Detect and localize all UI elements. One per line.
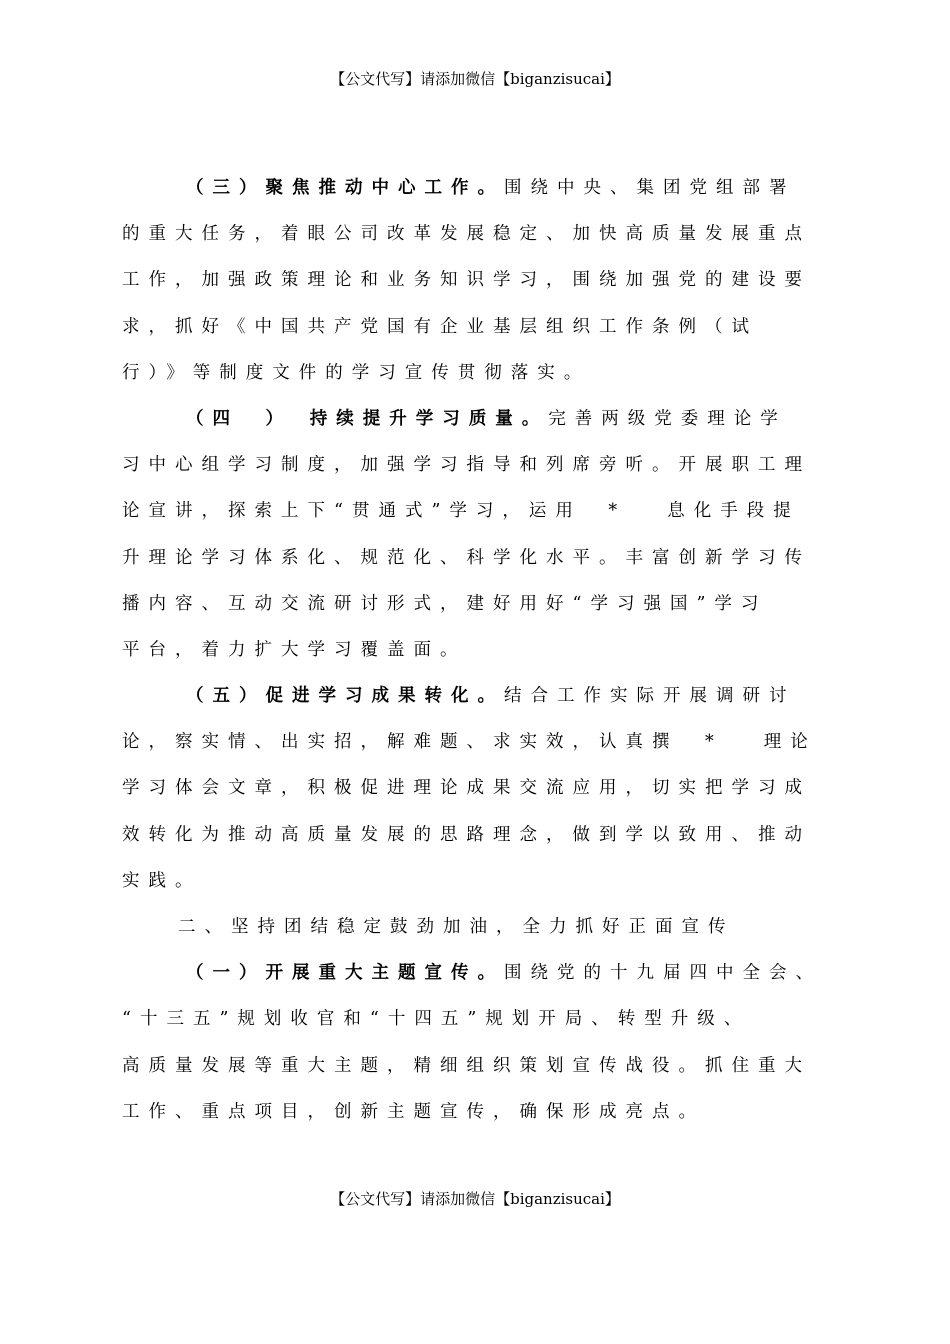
paragraph-line (122, 586, 822, 632)
line-text: 平台，着力扩大学习覆盖面。 (122, 639, 467, 660)
line-text: 实践。 (122, 870, 202, 891)
section-heading: （三）聚焦推动中心工作。 (186, 178, 504, 198)
line-text: 完善两级党委理论学 (548, 408, 787, 429)
line-text: 高质量发展等重大主题，精细组织策划宣传战役。抓住重大 (122, 1055, 811, 1076)
section-heading: （一）开展重大主题宣传。 (186, 963, 504, 984)
line-text: 论，察实情、出实招，解难题、求实效，认真撰 * 理论 (122, 732, 817, 753)
paragraph-line (122, 724, 822, 770)
paragraph-line (122, 401, 822, 447)
line-text: 围绕党的十九届四中全会、 (504, 963, 822, 984)
line-text: 行）》等制度文件的学习宣传贯彻落实。 (122, 362, 591, 383)
line-text: 工作，加强政策理论和业务知识学习，围绕加强党的建设要 (122, 270, 811, 291)
paragraph-line (122, 817, 822, 863)
paragraph-line (122, 770, 822, 816)
line-text: “十三五”规划收官和“十四五”规划开局、转型升级、 (122, 1009, 751, 1030)
paragraph-line (122, 540, 822, 586)
paragraph-line (122, 678, 822, 724)
paragraph-line (122, 262, 822, 308)
section-heading: （五）促进学习成果转化。 (186, 686, 504, 707)
paragraph-line (122, 447, 822, 493)
line-text: 升理论学习体系化、规范化、科学化水平。丰富创新学习传 (122, 547, 811, 568)
paragraph-line (122, 632, 822, 678)
chapter-heading (122, 909, 822, 955)
paragraph-line (122, 863, 822, 909)
paragraph-line (122, 355, 822, 401)
line-text: 围绕中央、集团党组部署 (504, 178, 796, 198)
line-text: 二、坚持团结稳定鼓劲加油，全力抓好正面宣传 (178, 917, 735, 937)
line-text: 工作、重点项目，创新主题宣传，确保形成亮点。 (122, 1101, 705, 1122)
line-text: 的重大任务，着眼公司改革发展稳定、加快高质量发展重点 (122, 224, 811, 245)
line-text: 结合工作实际开展调研讨 (504, 686, 796, 707)
paragraph-line (122, 309, 822, 355)
paragraph-line (122, 1048, 822, 1094)
line-text: 求，抓好《中国共产党国有企业基层组织工作条例（试 (122, 316, 758, 337)
paragraph-line (122, 1001, 822, 1047)
paragraph-line (122, 1094, 822, 1140)
line-text: 播内容、互动交流研讨形式，建好用好“学习强国”学习 (122, 593, 768, 614)
line-text: 习中心组学习制度，加强学习指导和列席旁听。开展职工理 (122, 455, 811, 476)
section-heading: （四 ） 持续提升学习质量。 (186, 408, 549, 429)
paragraph-line (122, 170, 822, 216)
page-footer: 【公文代写】请添加微信【biganzisucai】 (330, 1190, 620, 1208)
line-text: 学习体会文章，积极促进理论成果交流应用，切实把学习成 (122, 778, 811, 799)
page-header: 【公文代写】请添加微信【biganzisucai】 (330, 70, 620, 88)
line-text: 论宣讲，探索上下“贯通式”学习，运用 * 息化手段提 (122, 501, 800, 522)
paragraph-line (122, 493, 822, 539)
document-body (122, 170, 822, 1140)
paragraph-line (122, 216, 822, 262)
line-text: 效转化为推动高质量发展的思路理念，做到学以致用、推动 (122, 824, 811, 845)
paragraph-line (122, 955, 822, 1001)
